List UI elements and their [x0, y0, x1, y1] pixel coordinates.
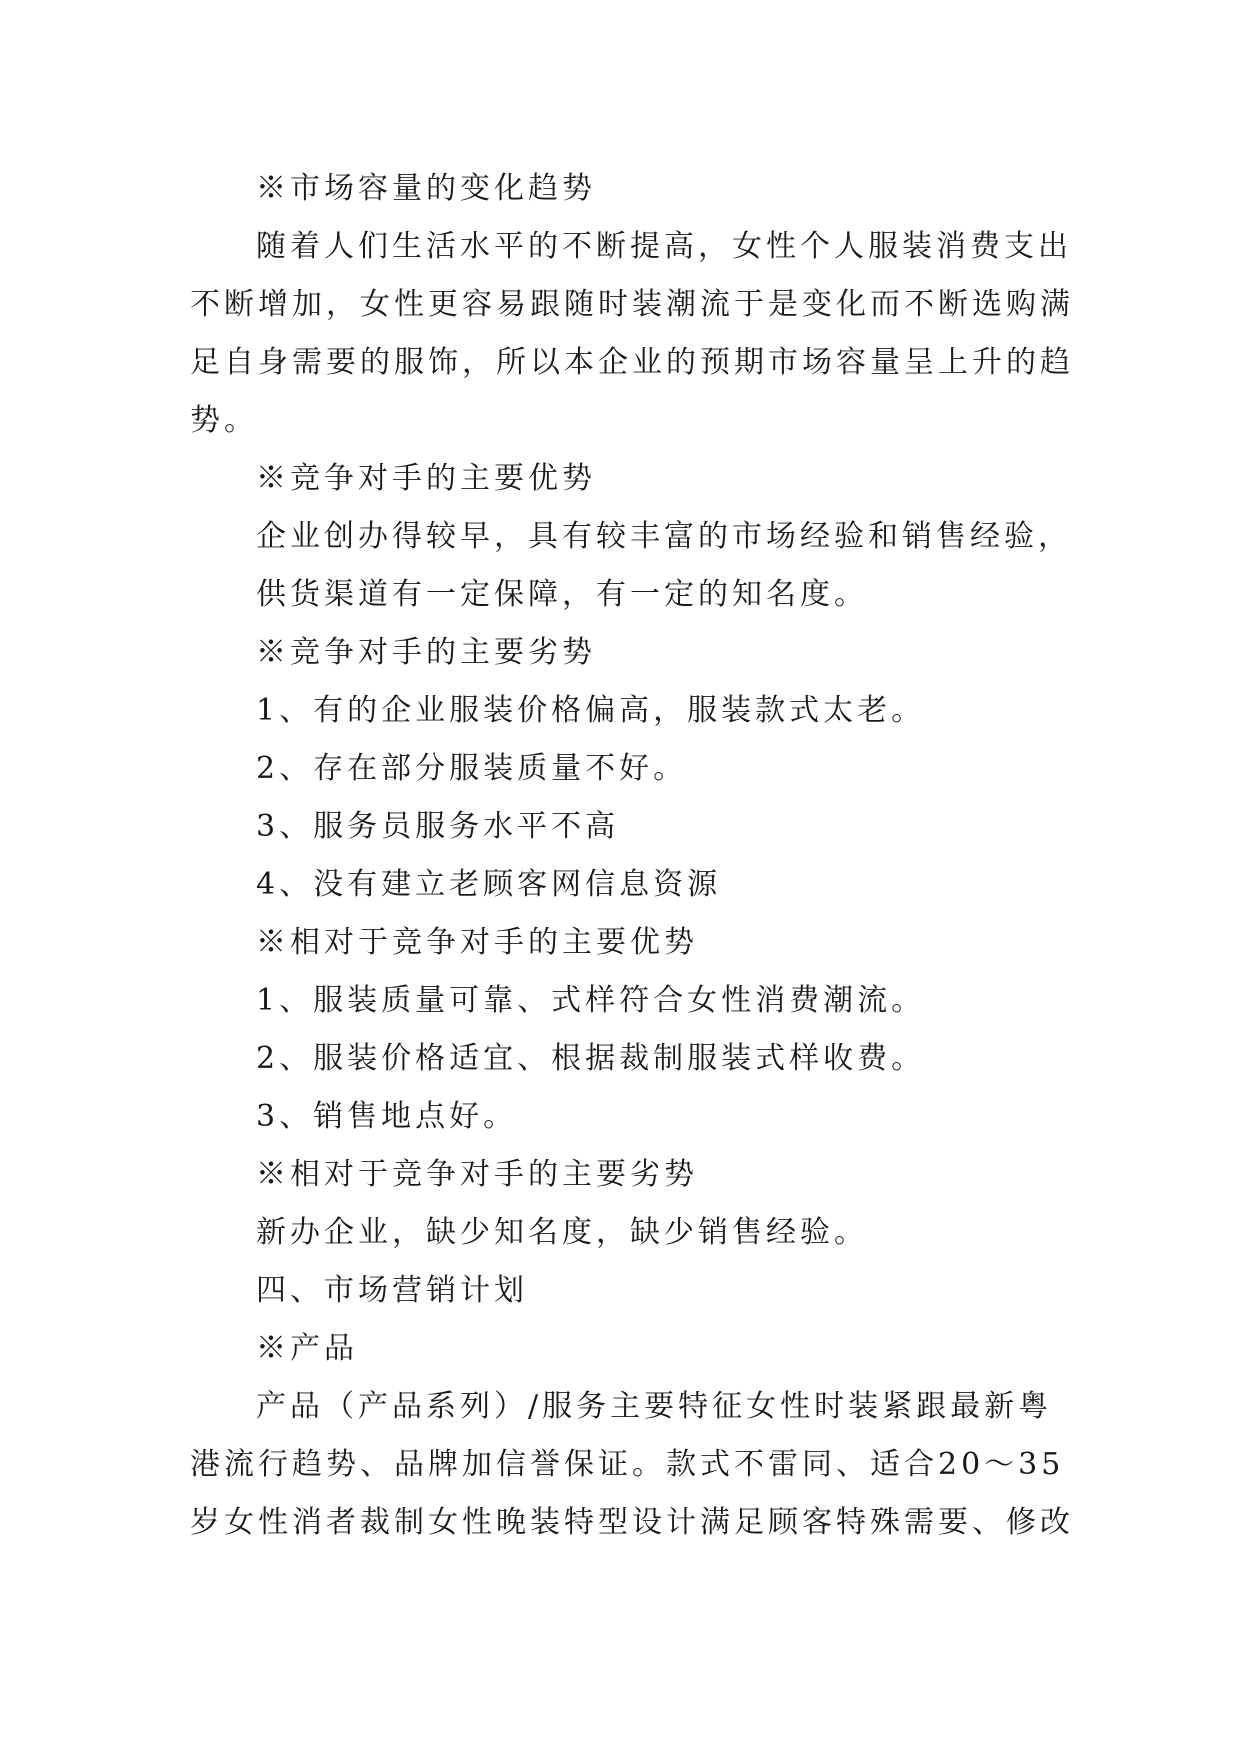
heading-competitor-advantages: ※竞争对手的主要优势 — [256, 461, 596, 496]
list-item: 3、销售地点好。 — [256, 1099, 518, 1134]
heading-relative-advantages: ※相对于竞争对手的主要优势 — [256, 925, 698, 960]
list-item: 2、服装价格适宜、根据裁制服装式样收费。 — [256, 1041, 926, 1076]
paragraph-line: 势。 — [190, 403, 258, 438]
paragraph-line: 产品（产品系列）/服务主要特征女性时装紧跟最新粤 — [256, 1389, 1053, 1424]
paragraph-line: 随着人们生活水平的不断提高，女性个人服装消费支出 — [256, 229, 1072, 264]
heading-product: ※产品 — [256, 1331, 358, 1366]
document-body — [190, 160, 1074, 1552]
paragraph-line: 足自身需要的服饰，所以本企业的预期市场容量呈上升的趋 — [190, 345, 1074, 380]
list-item: 2、存在部分服装质量不好。 — [256, 751, 688, 786]
paragraph-line: 岁女性消者裁制女性晚装特型设计满足顾客特殊需要、修改 — [190, 1505, 1074, 1540]
section-heading-marketing-plan: 四、市场营销计划 — [256, 1273, 528, 1308]
list-item: 4、没有建立老顾客网信息资源 — [256, 867, 722, 902]
heading-market-capacity-trend: ※市场容量的变化趋势 — [256, 171, 596, 206]
list-item: 1、有的企业服装价格偏高，服装款式太老。 — [256, 693, 926, 728]
list-item: 3、服务员服务水平不高 — [256, 809, 620, 844]
paragraph-line: 不断增加，女性更容易跟随时装潮流于是变化而不断选购满 — [190, 287, 1074, 322]
paragraph-line: 供货渠道有一定保障，有一定的知名度。 — [256, 577, 868, 612]
paragraph-line: 新办企业，缺少知名度，缺少销售经验。 — [256, 1215, 868, 1250]
paragraph-line: 港流行趋势、品牌加信誉保证。款式不雷同、适合20～35 — [190, 1447, 1065, 1482]
heading-relative-disadvantages: ※相对于竞争对手的主要劣势 — [256, 1157, 698, 1192]
list-item: 1、服装质量可靠、式样符合女性消费潮流。 — [256, 983, 926, 1018]
paragraph-line: 企业创办得较早，具有较丰富的市场经验和销售经验， — [256, 519, 1072, 554]
heading-competitor-disadvantages: ※竞争对手的主要劣势 — [256, 635, 596, 670]
